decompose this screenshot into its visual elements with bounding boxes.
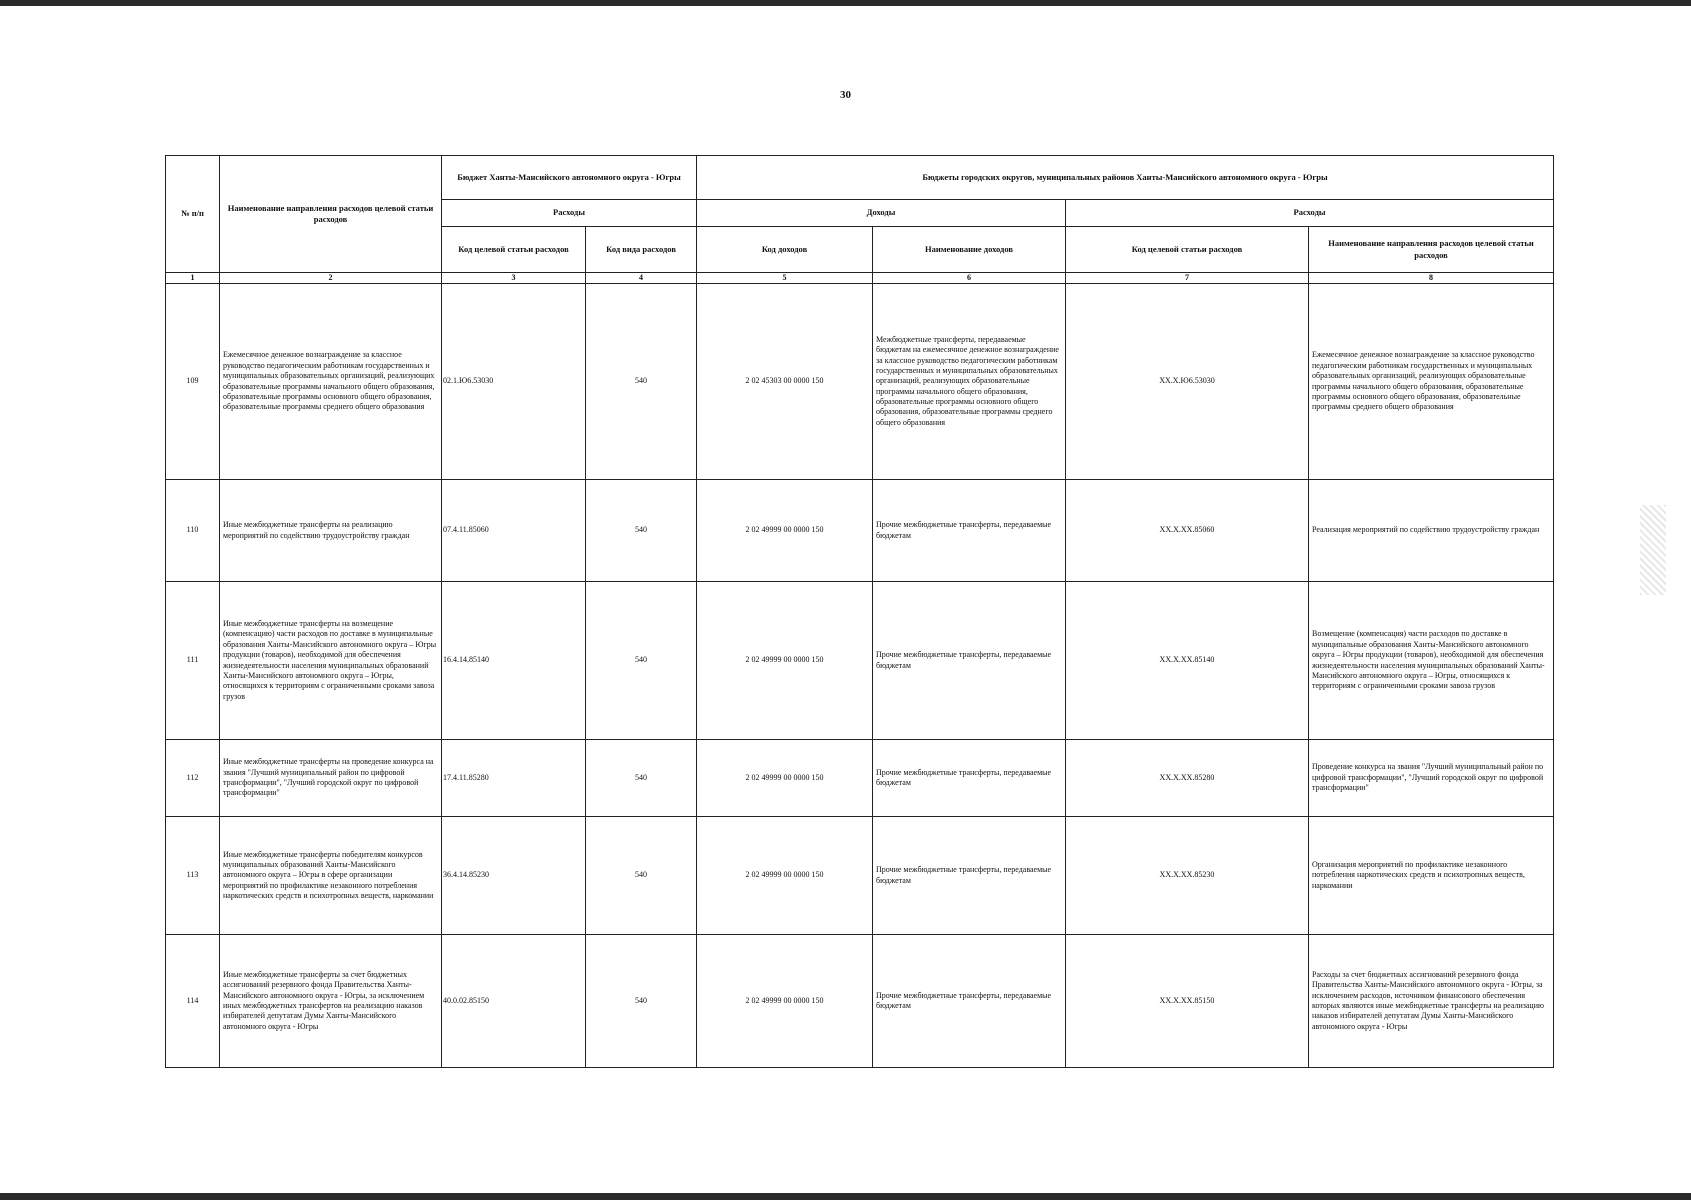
header-num: № п/п xyxy=(166,156,220,273)
row-type-code: 540 xyxy=(586,935,697,1068)
row-type-code: 540 xyxy=(586,740,697,817)
row-name: Ежемесячное денежное вознаграждение за классное руководство педагогическим работникам государственных и муниципальных образовательных организаций, реализующих образовательные программы начального общего образования, образовательные программы основного общего образования, образовательные программы среднего общего образования xyxy=(220,284,442,480)
table-row xyxy=(166,284,1554,480)
budget-table xyxy=(165,155,1554,1068)
header-budget-hmao: Бюджет Ханты-Мансийского автономного округа - Югры xyxy=(442,156,697,200)
page-number: 30 xyxy=(840,89,851,101)
row-num: 109 xyxy=(166,284,220,480)
row-target-code: 07.4.11.85060 xyxy=(442,480,586,582)
row-target-code-munis: XX.X.XX.85280 xyxy=(1066,740,1309,817)
col-number: 2 xyxy=(220,273,442,284)
col-number: 8 xyxy=(1309,273,1554,284)
row-income-name: Межбюджетные трансферты, передаваемые бюджетам на ежемесячное денежное вознаграждение за классное руководство педагогическим работникам государственных и муниципальных образовательных организаций, реализующих образовательные программы начального общего образования, образовательные программы основного общего образования, образовательные программы среднего общего образования xyxy=(873,284,1066,480)
row-name: Иные межбюджетные трансферты победителям конкурсов муниципальных образований Ханты-Мансийского автономного округа – Югры в сфере организации мероприятий по профилактике незаконного потребления наркотических средств и психотропных веществ, наркомании xyxy=(220,817,442,935)
row-name-munis: Ежемесячное денежное вознаграждение за классное руководство педагогическим работникам государственных и муниципальных образовательных организаций, реализующих образовательные программы начального общего образования, образовательные программы основного общего образования, образовательные программы среднего общего образования xyxy=(1309,284,1554,480)
row-income-name: Прочие межбюджетные трансферты, передаваемые бюджетам xyxy=(873,740,1066,817)
col-number: 1 xyxy=(166,273,220,284)
row-income-code: 2 02 49999 00 0000 150 xyxy=(697,740,873,817)
row-target-code-munis: XX.X.XX.85140 xyxy=(1066,582,1309,740)
table-row xyxy=(166,480,1554,582)
row-name: Иные межбюджетные трансферты на реализацию мероприятий по содействию трудоустройству граждан xyxy=(220,480,442,582)
row-name-munis: Расходы за счет бюджетных ассигнований резервного фонда Правительства Ханты-Мансийского автономного округа - Югры, за исключением расходов, источником финансового обеспечения которых являются иные межбюджетные трансферты на реализацию наказов избирателей депутатам Думы Ханты-Мансийского автономного округа - Югры xyxy=(1309,935,1554,1068)
row-target-code-munis: XX.X.XX.85060 xyxy=(1066,480,1309,582)
row-name: Иные межбюджетные трансферты на проведение конкурса на звания "Лучший муниципальный район по цифровой трансформации", "Лучший городской округ по цифровой трансформации" xyxy=(220,740,442,817)
row-income-name: Прочие межбюджетные трансферты, передаваемые бюджетам xyxy=(873,582,1066,740)
row-num: 112 xyxy=(166,740,220,817)
row-income-code: 2 02 45303 00 0000 150 xyxy=(697,284,873,480)
row-target-code-munis: XX.X.XX.85150 xyxy=(1066,935,1309,1068)
row-target-code: 16.4.14.85140 xyxy=(442,582,586,740)
header-code-target-munis: Код целевой статьи расходов xyxy=(1066,227,1309,273)
header-code-type: Код вида расходов xyxy=(586,227,697,273)
row-name: Иные межбюджетные трансферты на возмещение (компенсацию) части расходов по доставке в муниципальные образования Ханты-Мансийского автономного округа – Югры продукции (товаров), необходимой для обеспечения жизнедеятельности населения муниципальных образований Ханты-Мансийского автономного округа – Югры, относящихся к территориям с ограниченными сроками завоза грузов xyxy=(220,582,442,740)
row-target-code: 17.4.11.85280 xyxy=(442,740,586,817)
row-income-name: Прочие межбюджетные трансферты, передаваемые бюджетам xyxy=(873,817,1066,935)
row-name-munis: Организация мероприятий по профилактике незаконного потребления наркотических средств и психотропных веществ, наркомании xyxy=(1309,817,1554,935)
row-target-code-munis: XX.X.XX.85230 xyxy=(1066,817,1309,935)
table-row xyxy=(166,817,1554,935)
row-num: 111 xyxy=(166,582,220,740)
row-type-code: 540 xyxy=(586,582,697,740)
row-name: Иные межбюджетные трансферты за счет бюджетных ассигнований резервного фонда Правительства Ханты-Мансийского автономного округа - Югры, за исключением иных межбюджетных трансфертов на реализацию наказов избирателей депутатам Думы Ханты-Мансийского автономного округа - Югры xyxy=(220,935,442,1068)
row-target-code-munis: XX.X.Ю6.53030 xyxy=(1066,284,1309,480)
row-type-code: 540 xyxy=(586,284,697,480)
col-number: 4 xyxy=(586,273,697,284)
header-code-income: Код доходов xyxy=(697,227,873,273)
row-income-code: 2 02 49999 00 0000 150 xyxy=(697,817,873,935)
table-row xyxy=(166,740,1554,817)
header-expenses-munis: Расходы xyxy=(1066,200,1554,227)
header-income-name: Наименование доходов xyxy=(873,227,1066,273)
row-target-code: 02.1.Ю6.53030 xyxy=(442,284,586,480)
row-target-code: 40.0.02.85150 xyxy=(442,935,586,1068)
scan-edge-bottom xyxy=(0,1193,1691,1200)
row-income-name: Прочие межбюджетные трансферты, передаваемые бюджетам xyxy=(873,935,1066,1068)
row-income-code: 2 02 49999 00 0000 150 xyxy=(697,480,873,582)
row-income-code: 2 02 49999 00 0000 150 xyxy=(697,935,873,1068)
row-income-code: 2 02 49999 00 0000 150 xyxy=(697,582,873,740)
header-income: Доходы xyxy=(697,200,1066,227)
table-row xyxy=(166,582,1554,740)
col-number: 3 xyxy=(442,273,586,284)
scan-artifact xyxy=(1640,505,1666,595)
row-num: 110 xyxy=(166,480,220,582)
row-target-code: 36.4.14.85230 xyxy=(442,817,586,935)
row-num: 113 xyxy=(166,817,220,935)
header-code-target: Код целевой статьи расходов xyxy=(442,227,586,273)
row-name-munis: Возмещение (компенсация) части расходов по доставке в муниципальные образования Ханты-Мансийского автономного округа – Югры продукции (товаров), необходимой для обеспечения жизнедеятельности населения муниципальных образований Ханты-Мансийского автономного округа – Югры, относящихся к территориям с ограниченными сроками завоза грузов xyxy=(1309,582,1554,740)
col-number: 6 xyxy=(873,273,1066,284)
header-name: Наименование направления расходов целевой статьи расходов xyxy=(220,156,442,273)
row-type-code: 540 xyxy=(586,817,697,935)
col-number: 7 xyxy=(1066,273,1309,284)
row-name-munis: Проведение конкурса на звания "Лучший муниципальный район по цифровой трансформации", "Лучший городской округ по цифровой трансформации" xyxy=(1309,740,1554,817)
row-name-munis: Реализация мероприятий по содействию трудоустройству граждан xyxy=(1309,480,1554,582)
header-expenses: Расходы xyxy=(442,200,697,227)
header-name-munis: Наименование направления расходов целевой статьи расходов xyxy=(1309,227,1554,273)
row-type-code: 540 xyxy=(586,480,697,582)
col-number: 5 xyxy=(697,273,873,284)
row-num: 114 xyxy=(166,935,220,1068)
scan-edge-top xyxy=(0,0,1691,6)
header-budget-munis: Бюджеты городских округов, муниципальных районов Ханты-Мансийского автономного округа - Югры xyxy=(697,156,1554,200)
table-row xyxy=(166,935,1554,1068)
row-income-name: Прочие межбюджетные трансферты, передаваемые бюджетам xyxy=(873,480,1066,582)
